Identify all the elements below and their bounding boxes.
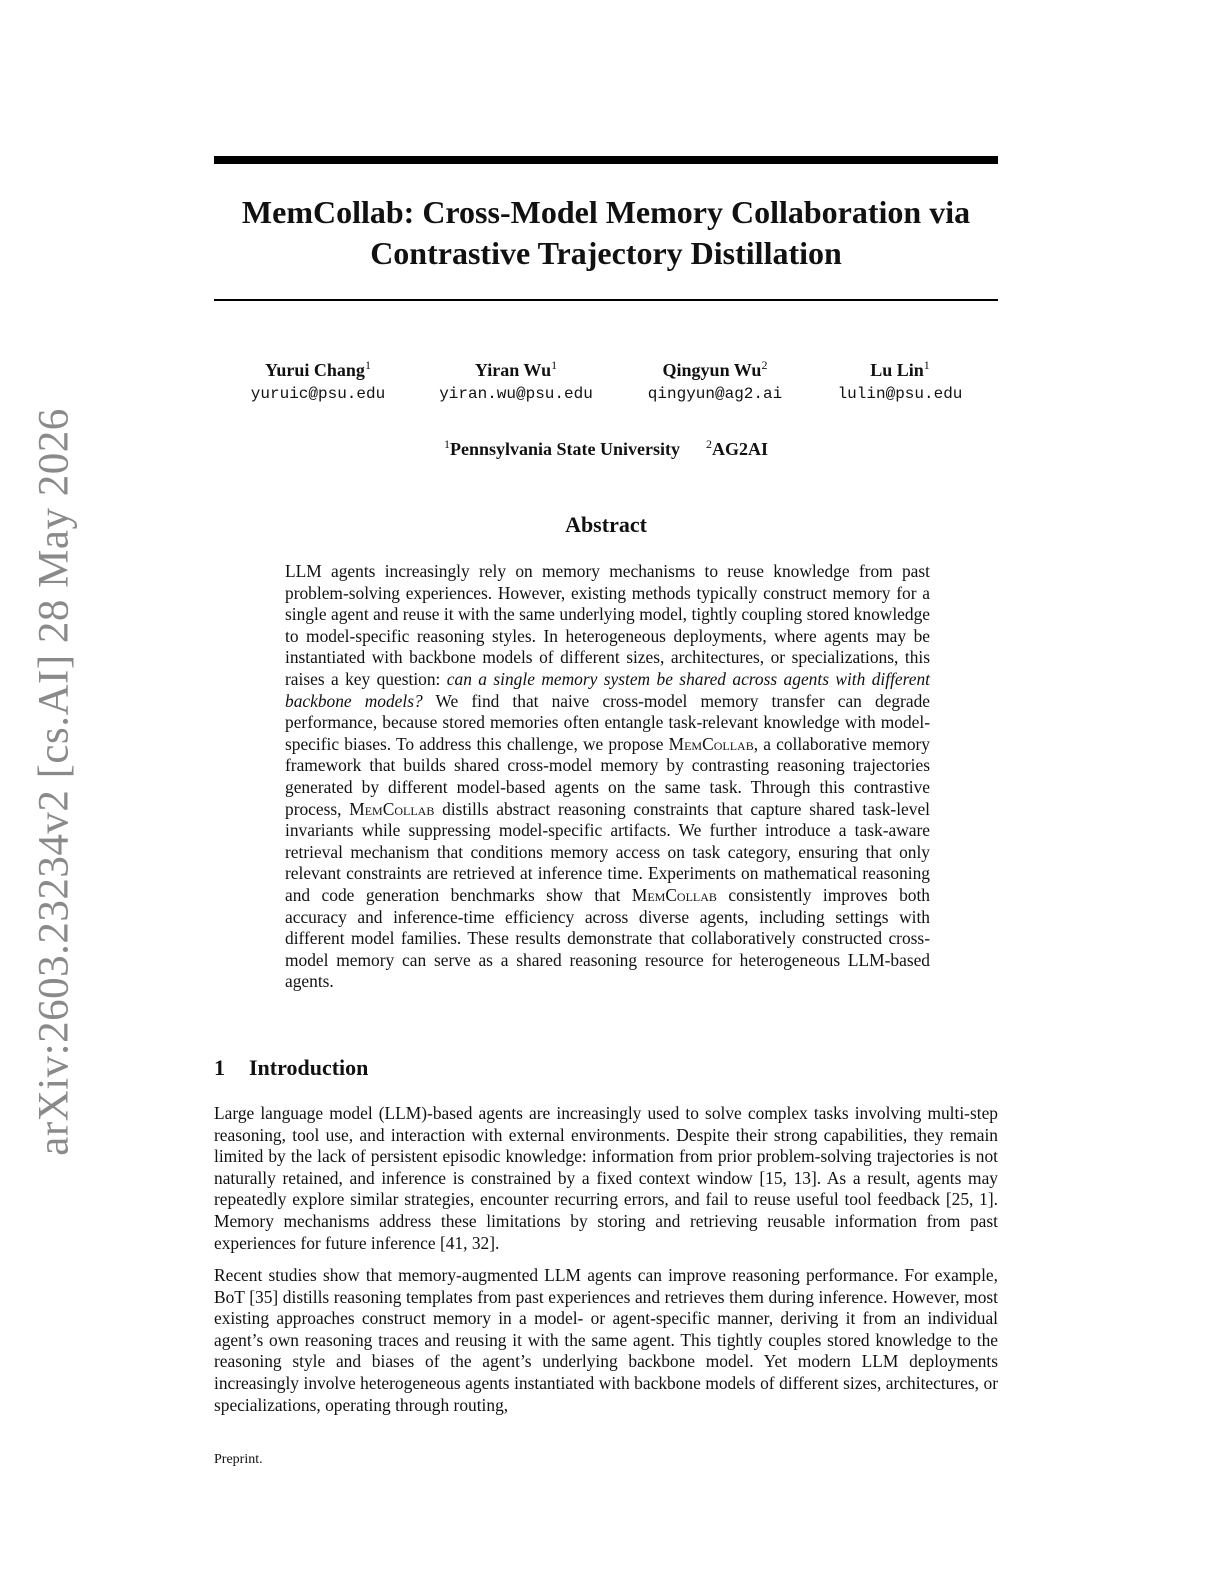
method-name: MemCollab — [349, 798, 435, 819]
author-email: qingyun@ag2.ai — [647, 385, 783, 403]
author-name: Lu Lin$^1$ — [870, 358, 930, 380]
footer-note: Preprint. — [214, 1452, 263, 1467]
paper-title: MemCollab: Cross-Model Memory Collaboration via Contrastive Trajectory Distillation — [241, 194, 971, 271]
section-number: 1 — [214, 1055, 225, 1080]
author-email: yuruic@psu.edu — [250, 385, 386, 403]
key-question: can a single memory system be shared across agents with different backbone models? — [285, 668, 930, 711]
intro-paragraph: Large language model (LLM)-based agents are increasingly used to solve complex tasks involving multi-step reasoning, tool use, and interaction with external environments. Despite their strong capabilities, they remain limited by the lack of persistent episodic knowledge: information from prior problem-solving trajectories is not naturally retained, and inference is constrained by a fixed context window [15, 13]. As a result, agents may repeatedly explore similar strategies, encounter recurring errors, and fail to reuse useful tool feedback [25, 1]. Memory mechanisms address these limitations by storing and retrieving reusable information from past experiences for future inference [41, 32]. — [214, 1103, 998, 1253]
author-block — [416, 353, 616, 406]
method-name: MemCollab — [631, 884, 717, 905]
author-email: yiran.wu@psu.edu — [439, 385, 593, 403]
author-block — [800, 353, 1000, 406]
author-name: Yiran Wu$^1$ — [474, 358, 558, 380]
arxiv-identifier-stamp: arXiv:2603.23234v2 [cs.AI] 28 May 2026 — [30, 408, 78, 1156]
section-heading-introduction — [214, 1053, 368, 1083]
intro-paragraph: Recent studies show that memory-augmented LLM agents can improve reasoning performance. For example, BoT [35] distills reasoning templates from past experiences and retrieves them during inference. However, most existing approaches construct memory in a model- or agent-specific manner, deriving it from an individual agent’s own reasoning traces and reusing it with the same agent. This tightly couples stored knowledge to the reasoning style and biases of the agent’s underlying backbone model. Yet modern LLM deployments increasingly involve heterogeneous agents instantiated with backbone models of different sizes, architectures, or specializations, operating through routing, — [214, 1265, 998, 1415]
author-list — [214, 353, 998, 413]
affiliations: $^1$Pennsylvania State University $^2$AG2AI — [443, 437, 769, 459]
section-title: Introduction — [249, 1055, 369, 1080]
title-bottom-rule — [214, 299, 998, 301]
affiliation-name: Pennsylvania State University — [449, 439, 680, 459]
abstract-body: LLM agents increasingly rely on memory mechanisms to reuse knowledge from past problem-solving experiences. However, existing methods typically construct memory for a single agent and reuse it with the same underlying model, tightly coupling stored knowledge to model-specific reasoning styles. In heterogeneous deployments, where agents may be instantiated with backbone models of different sizes, architectures, or specializations, this raises a key question: can a single memory system be shared across agents with different backbone models? We find that naive cross-model memory transfer can degrade performance, because stored memories often entangle task-relevant knowledge with model-specific biases. To address this challenge, we propose MemCollab, a collaborative memory framework that builds shared cross-model memory by contrasting reasoning trajectories generated by different model-based agents on the same task. Through this contrastive process, MemCollab distills abstract reasoning constraints that capture shared task-level invariants while suppressing model-specific artifacts. We further introduce a task-aware retrieval mechanism that conditions memory access on task category, ensuring that only relevant constraints are retrieved at inference time. Experiments on mathematical reasoning and code generation benchmarks show that MemCollab consistently improves both accuracy and inference-time efficiency across diverse agents, including settings with different model families. These results demonstrate that collaboratively constructed cross-model memory can serve as a shared reasoning resource for heterogeneous LLM-based agents. — [285, 561, 930, 992]
author-block — [218, 353, 418, 406]
affiliation-name: AG2AI — [712, 439, 769, 459]
author-email: lulin@psu.edu — [837, 385, 963, 403]
abstract-heading: Abstract — [565, 512, 647, 537]
author-block — [615, 353, 815, 406]
method-name: MemCollab — [668, 733, 754, 754]
author-name: Yurui Chang$^1$ — [265, 358, 371, 380]
title-top-rule — [214, 156, 998, 164]
author-name: Qingyun Wu$^2$ — [662, 358, 768, 380]
